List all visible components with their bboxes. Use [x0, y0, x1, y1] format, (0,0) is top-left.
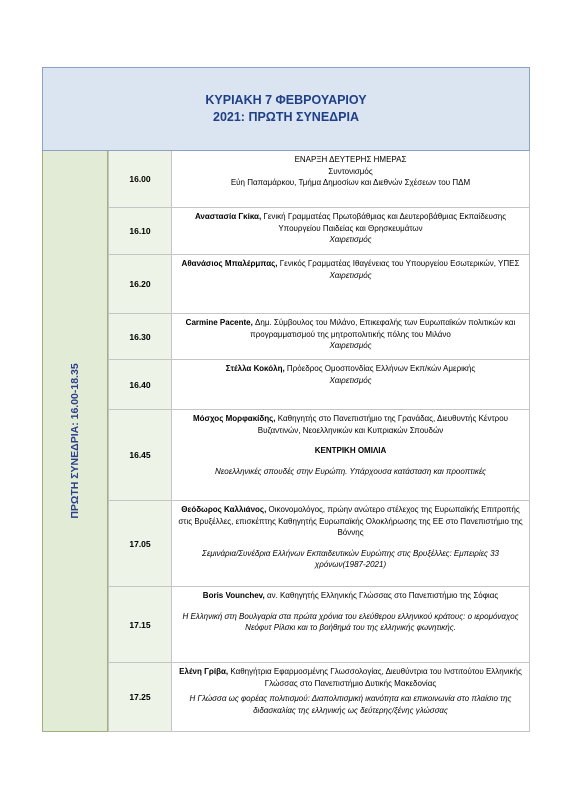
schedule-row	[108, 255, 530, 314]
session-column	[42, 151, 108, 732]
description-cell	[172, 208, 530, 254]
time-cell: 16.00	[108, 151, 172, 207]
speaker-affiliation: Γενική Γραμματέας Πρωτοβάθμιας και Δευτεροβάθμιας Εκπαίδευσης Υπουργείου Παιδείας και Θρησκευμάτων	[261, 212, 507, 233]
session-title: 2021: ΠΡΩΤΗ ΣΥΝΕΔΡΙΑ	[213, 110, 359, 124]
description-cell	[172, 360, 530, 409]
speaker-affiliation: Γενικός Γραμματέας Ιθαγένειας του Υπουργείου Εσωτερικών, ΥΠΕΣ	[277, 259, 520, 268]
session-body	[42, 151, 530, 732]
description-cell	[172, 587, 530, 662]
speaker-affiliation: Καθηγητής στο Πανεπιστήμιο της Γρανάδας, Διευθυντής Κέντρου Βυζαντινών, Νεοελληνικών και Κυπριακών Σπουδών	[257, 414, 509, 435]
keynote-label: ΚΕΝΤΡΙΚΗ ΟΜΙΛΙΑ	[314, 446, 387, 455]
time-cell: 17.05	[108, 501, 172, 586]
speaker-name: Αθανάσιος Μπαλέρμπας,	[181, 259, 278, 268]
schedule-row	[108, 501, 530, 587]
talk-title: Η Ελληνική στη Βουλγαρία στα πρώτα χρόνια του ελεύθερου ελληνικού κράτους: ο ιερομόναχος Νεόφυτ Ρίλσκι και το βοήθημά του της ελληνικής φωνητικής.	[182, 611, 519, 632]
schedule-row	[108, 151, 530, 208]
schedule-row	[108, 314, 530, 360]
speaker-name: Θεόδωρος Καλλιάνος,	[181, 505, 267, 514]
opening-title: ΕΝΑΡΞΗ ΔΕΥΤΕΡΗΣ ΗΜΕΡΑΣ	[294, 155, 407, 164]
schedule-row	[108, 663, 530, 732]
day-title: ΚΥΡΙΑΚΗ 7 ΦΕΒΡΟΥΑΡΙΟΥ	[205, 93, 367, 107]
time-cell: 16.30	[108, 314, 172, 359]
schedule-row	[108, 587, 530, 663]
talk-title: Νεοελληνικές σπουδές στην Ευρώπη. Υπάρχουσα κατάσταση και προοπτικές	[214, 466, 487, 476]
time-cell: 16.10	[108, 208, 172, 254]
description-cell	[172, 410, 530, 500]
session-label: ΠΡΩΤΗ ΣΥΝΕΔΡΙΑ: 16.00-18.35	[69, 363, 81, 519]
talk-title: Η Γλώσσα ως φορέας πολιτισμού: Διαπολιτισμική ικανότητα και επικοινωνία στο πλαίσιο της διδασκαλίας της ελληνικής ως δεύτερης/ξένης γλώσσας	[189, 694, 512, 715]
schedule-row	[108, 360, 530, 410]
speaker-name: Boris Vounchev,	[202, 591, 265, 600]
speaker-affiliation: Καθηγήτρια Εφαρμοσμένης Γλωσσολογίας, Διευθύντρια του Ινστιτούτου Ελληνικής Γλώσσας στο Πανεπιστήμιο Δυτικής Μακεδονίας	[228, 667, 522, 688]
speaker-affiliation: Δημ. Σύμβουλος του Μιλάνο, Επικεφαλής των Ευρωπαϊκών πολιτικών και προγραμματισμού της μητροπολιτικής πόλης του Μιλάνο	[250, 318, 516, 339]
speaker-affiliation: Οικονομολόγος, πρώην ανώτερο στέλεχος της Ευρωπαϊκής Επιτροπής στις Βρυξέλλες, επισκέπτης Καθηγητής Ευρωπαϊκής Ολοκλήρωσης της ΕΕ στο Πανεπιστήμιο της Βόννης	[178, 505, 523, 537]
time-cell: 17.15	[108, 587, 172, 662]
time-cell: 16.20	[108, 255, 172, 313]
schedule-rows	[108, 151, 530, 732]
schedule-row	[108, 208, 530, 255]
program-table	[42, 67, 530, 732]
time-cell: 17.25	[108, 663, 172, 731]
speaker-name: Στέλλα Κοκόλη,	[225, 364, 285, 373]
schedule-row	[108, 410, 530, 501]
description-cell	[172, 255, 530, 313]
speaker-name: Carmine Pacente,	[185, 318, 253, 327]
speaker-role: Χαιρετισμός	[329, 235, 372, 244]
time-cell: 16.40	[108, 360, 172, 409]
talk-title: Σεμινάρια/Συνέδρια Ελλήνων Εκπαιδευτικών Ευρώπης στις Βρυξέλλες: Εμπειρίες 33 χρόνων(1987-2021)	[202, 548, 499, 569]
speaker-affiliation: αν. Καθηγητής Ελληνικής Γλώσσας στο Πανεπιστήμιο της Σόφιας	[264, 591, 499, 600]
day-header	[42, 67, 530, 151]
speaker-role: Χαιρετισμός	[329, 341, 372, 350]
speaker-name: Ελένη Γρίβα,	[179, 667, 229, 676]
coordinator: Εύη Παπαμάρκου, Τμήμα Δημοσίων και Διεθνών Σχέσεων του ΠΔΜ	[230, 178, 471, 187]
coordination-label: Συντονισμός	[328, 166, 373, 176]
description-cell	[172, 663, 530, 731]
description-cell	[172, 501, 530, 586]
speaker-name: Αναστασία Γκίκα,	[194, 212, 262, 221]
speaker-role: Χαιρετισμός	[329, 375, 372, 385]
speaker-affiliation: Πρόεδρος Ομοσπονδίας Ελλήνων Εκπ/κών Αμερικής	[284, 364, 476, 373]
time-cell: 16.45	[108, 410, 172, 500]
description-cell	[172, 151, 530, 207]
description-cell	[172, 314, 530, 359]
speaker-role: Χαιρετισμός	[329, 270, 372, 280]
speaker-name: Μόσχος Μορφακίδης,	[192, 414, 276, 423]
